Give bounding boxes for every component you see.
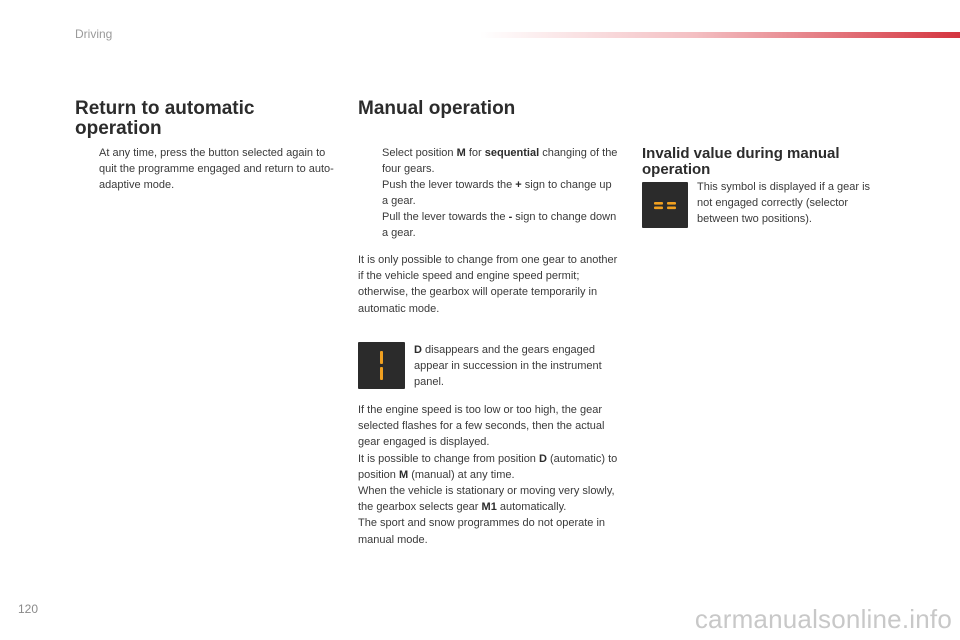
return-bullet-text: At any time, press the button selected again to quit the programme engaged and return to auto-adaptive mode. xyxy=(99,147,334,192)
manual-title: Manual operation xyxy=(358,98,516,119)
manual-paragraph-1: It is only possible to change from one gear to another if the vehicle speed and engine speed permit; otherwise, the gearbox will operate temporarily in automatic mode. xyxy=(358,254,618,315)
section-label: Driving xyxy=(75,27,113,41)
manual-paragraph-2: If the engine speed is too low or too high, the gear selected flashes for a few seconds, then the actual gear engaged is displayed. It is possible to change from position D (automatic) to position M (manual) at any time. When the vehicle is stationary or moving very slowly, the gearbox selects gear M1 automatically. The sport and snow programmes do not operate in manual mode. xyxy=(358,404,618,546)
invalid-gear-dashes-icon xyxy=(642,182,688,228)
gear-segment-display-icon xyxy=(358,342,405,389)
page-number: 120 xyxy=(18,602,39,616)
manual-bullet-2: Push the lever towards the + sign to change up a gear. xyxy=(382,179,612,208)
return-title: Return to automatic operation xyxy=(75,98,255,139)
header-accent-bar xyxy=(480,32,960,38)
manual-bullet-3: Pull the lever towards the - sign to change down a gear. xyxy=(382,211,617,240)
invalid-text: This symbol is displayed if a gear is not engaged correctly (selector between two positions). xyxy=(697,181,871,226)
watermark: carmanualsonline.info xyxy=(694,604,952,634)
icon-note: D disappears and the gears engaged appear in succession in the instrument panel. xyxy=(414,344,602,389)
manual-bullet-1: Select position M for sequential changing of the four gears. xyxy=(382,147,618,176)
invalid-title: Invalid value during manual operation xyxy=(642,145,840,178)
return-bullet xyxy=(75,145,337,194)
